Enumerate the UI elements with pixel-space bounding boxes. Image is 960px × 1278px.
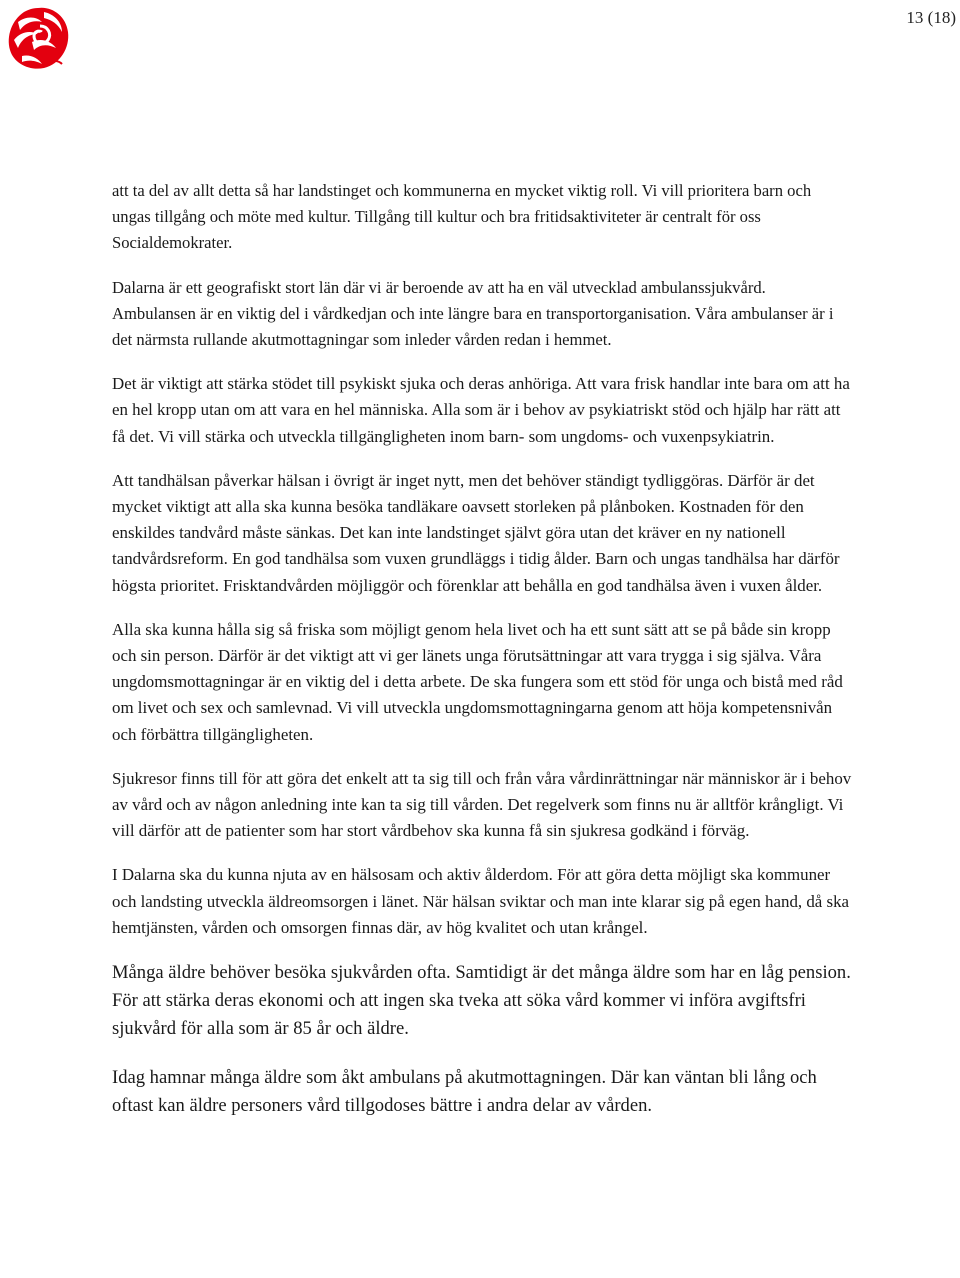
- paragraph-psychiatry: Det är viktigt att stärka stödet till psykiskt sjuka och deras anhöriga. Att vara frisk handlar inte bara om att ha en hel kropp utan om att vara en hel människa. Alla som är i behov av psykiatriskt stöd och hjälp har rätt att få det. Vi vill stärka och utveckla tillgängligheten inom barn- som ungdoms- och vuxenpsykiatrin.: [112, 374, 850, 446]
- paragraph-youth-clinics: Alla ska kunna hålla sig så friska som möjligt genom hela livet och ha ett sunt sätt att se på både sin kropp och sin person. Därför är det viktigt att vi ger länets unga förutsättningar att vara trygga i sig själva. Våra ungdomsmottagningar är en viktig del i detta arbete. De ska fungera som ett stöd för unga och bistå med råd om livet och sex och samlevnad. Vi vill utveckla ungdomsmottagningarna genom att höja kompetensnivån och förbättra tillgängligheten.: [112, 619, 843, 744]
- page-number: 13 (18): [906, 8, 956, 27]
- paragraph-culture: att ta del av allt detta så har landstinget och kommunerna en mycket viktig roll. Vi vill prioritera barn och ungas tillgång och möte med kultur. Tillgång till kultur och bra fritidsaktiviteter är centralt för oss Socialdemokrater.: [112, 181, 812, 253]
- paragraph-emergency: Idag hamnar många äldre som åkt ambulans på akutmottagningen. Där kan väntan bli lång och oftast kan äldre personers vård tillgodoses bättre i andra delar av vården.: [112, 1066, 817, 1116]
- paragraph-dental: Att tandhälsan påverkar hälsan i övrigt är inget nytt, men det behöver ständigt tydliggöras. Därför är det mycket viktigt att alla ska kunna besöka tandläkare oavsett storleken på plånboken. Kostnaden för den enskildes tandvård måste sänkas. Det kan inte landstinget självt göra utan det kräver en ny nationell tandvårdsreform. En god tandhälsa som vuxen grundläggs i tidig ålder. Barn och ungas tandhälsa har därför högsta prioritet. Frisktandvården möjliggör och förenklar att behålla en god tandhälsa även i vuxen ålder.: [112, 470, 840, 595]
- paragraph-elderly-care: I Dalarna ska du kunna njuta av en hälsosam och aktiv ålderdom. För att göra detta möjligt ska kommuner och landsting utveckla äldreomsorgen i länet. När hälsan sviktar och man inte klarar sig på egen hand, då ska hemtjänsten, vården och omsorgen finnas där, av hög kvalitet och utan krångel.: [112, 865, 850, 937]
- paragraph-patient-transport: Sjukresor finns till för att göra det enkelt att ta sig till och från våra vårdinrättningar när människor är i behov av vård och av någon anledning inte kan ta sig till vården. Det regelverk som finns nu är alltför krångligt. Vi vill därför att de patienter som har stort vårdbehov ska kunna få sin sjukresa godkänd i förväg.: [112, 768, 852, 841]
- rose-logo-icon: [4, 2, 72, 72]
- document-body: [112, 178, 852, 1140]
- paragraph-ambulance: Dalarna är ett geografiskt stort län där vi är beroende av att ha en väl utvecklad ambulanssjukvård. Ambulansen är en viktig del i vårdkedjan och inte längre bara en transportorganisation. Våra ambulanser är i det närmsta rullande akutmottagningar som inleder vården redan i hemmet.: [112, 277, 834, 350]
- paragraph-free-healthcare: Många äldre behöver besöka sjukvården ofta. Samtidigt är det många äldre som har en låg pension. För att stärka deras ekonomi och att ingen ska tveka att söka vård kommer vi införa avgiftsfri sjukvård för alla som är 85 år och äldre.: [112, 962, 851, 1040]
